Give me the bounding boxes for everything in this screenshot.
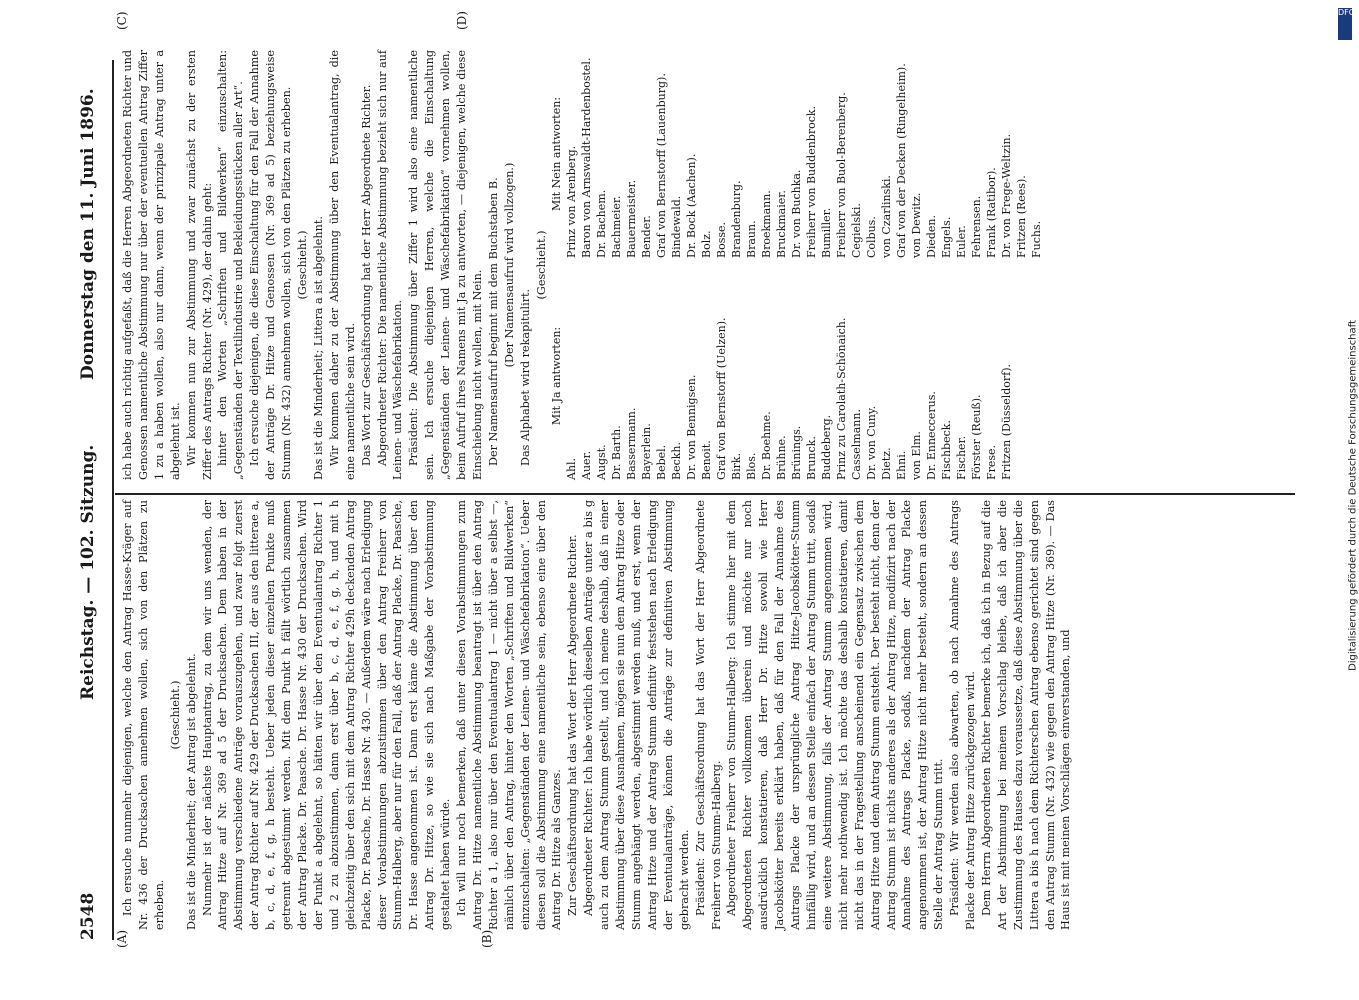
voter-name: Bosse. bbox=[715, 221, 729, 258]
voter-name: von Dewitz. bbox=[910, 192, 924, 258]
voter-name: Augst. bbox=[595, 444, 609, 480]
session-date: Donnerstag den 11. Juni 1896. bbox=[78, 88, 98, 380]
voter-name: Graf von Bernstorff (Lauenburg). bbox=[655, 73, 669, 258]
voter-name: Dr. von Bennigsen. bbox=[685, 374, 699, 480]
paragraph: Ich will nur noch bemerken, daß unter diesen Vorabstimmungen zum Antrag Dr. Hitze namentliche Abstimmung beantragt ist über den Antrag Richter a 1, also nur über den Eventualantrag 1 — nicht über a selbst —, nämlich über den Antrag, hinter den Worten „Schriften und Bildwerken“ einzuschalten: „Gegenständen der Leinen- und Wäschefabrikation“. Ueber diesen soll die Abstimmung eine namentliche sein, ebenso eine über den Antrag Dr. Hitze als Ganzes. bbox=[455, 500, 564, 930]
paragraph: Präsident: Die Abstimmung über Ziffer 1 wird also eine namentliche sein. Ich ersuche diejenigen Herren, welche die Einschaltung „Gegenständen der Leinen- und Wäschefabrikation“ vornehmen wollen, beim Aufruf ihres Namens mit Ja zu antworten, — diejenigen, welche diese Einschiebung nicht wollen, mit Nein. bbox=[407, 50, 484, 480]
voter-name: Blos. bbox=[745, 452, 759, 480]
header-rule bbox=[112, 60, 114, 940]
side-note bbox=[1335, 10, 1359, 990]
voter-name: Fehrensen. bbox=[970, 195, 984, 258]
voter-name: Dr. Boehme. bbox=[760, 411, 774, 480]
paragraph: Präsident: Wir werden also abwarten, ob nach Annahme des Antrags Placke der Antrag Hitze zurückgezogen wird. bbox=[948, 500, 978, 930]
page-header bbox=[78, 60, 108, 940]
left-column bbox=[120, 500, 1300, 930]
margin-marker-a: (A) bbox=[115, 929, 129, 948]
voter-name: Graf von der Decken (Ringelheim). bbox=[895, 63, 909, 258]
dfg-logo-text: DFG bbox=[1338, 8, 1355, 17]
voter-name: Bindewald. bbox=[670, 195, 684, 258]
no-heading: Mit Nein antworten: bbox=[550, 97, 564, 212]
paragraph: Wir kommen daher zu der Abstimmung über den Eventualantrag, die eine namentliche sein wird. bbox=[327, 50, 357, 480]
margin-marker-d: (D) bbox=[455, 11, 469, 30]
voter-name: Brünings. bbox=[790, 425, 804, 480]
voter-name: Casselmann. bbox=[850, 409, 864, 480]
column-divider bbox=[115, 493, 1295, 495]
margin-marker-b: (B) bbox=[480, 929, 494, 948]
voter-name: Braun. bbox=[745, 220, 759, 258]
voter-name: Fischbeck. bbox=[940, 420, 954, 480]
vote-lists bbox=[549, 50, 1044, 480]
voter-name: Broekmann. bbox=[760, 190, 774, 258]
margin-marker-c: (C) bbox=[115, 11, 129, 30]
voter-name: Dietz. bbox=[880, 447, 894, 480]
voter-name: Brandenburg. bbox=[730, 180, 744, 258]
voter-name: Brunck. bbox=[805, 436, 819, 480]
voter-name: Baron von Arnswaldt-Hardenbostel. bbox=[580, 57, 594, 258]
voter-name: von Elm. bbox=[910, 431, 924, 480]
voter-name: Frese. bbox=[985, 444, 999, 480]
voter-name: Dr. von Frege-Weltzin. bbox=[1000, 133, 1014, 258]
paragraph: (Geschieht.) bbox=[534, 230, 548, 300]
voter-name: Bassermann. bbox=[625, 407, 639, 480]
paragraph: Das ist die Minderheit; der Antrag ist abgelehnt. bbox=[184, 653, 198, 930]
voter-name: Birk. bbox=[730, 452, 744, 480]
paragraph: Präsident: Zur Geschäftsordnung hat das Wort der Herr Abgeordnete Freiherr von Stumm-Halberg. bbox=[693, 500, 723, 930]
voter-name: Beckh. bbox=[670, 441, 684, 480]
paragraph: Dem Herrn Abgeordneten Richter bemerke ich, daß ich in Bezug auf die Art der Abstimmung bei meinem Vorschlag bleibe, daß ich aber die Zustimmung des Hauses dazu voraussetze, daß diese Abstimmung über die Littera a bis h nach dem Richterschen Antrag ebenso gerichtet sind gegen den Antrag Stumm (Nr. 432) wie gegen den Antrag Hitze (Nr. 369). — Das Haus ist mit meinen Vorschlägen einverstanden, und bbox=[979, 500, 1073, 930]
paragraph: Abgeordneter Richter: Die namentliche Abstimmung bezieht sich nur auf Leinen- und Wäschefabrikation. bbox=[375, 50, 405, 480]
paragraph: Ich ersuche nunmehr diejenigen, welche den Antrag Hasse-Kräger auf Nr. 436 der Drucksachen annehmen wollen, sich von den Plätzen zu erheben. bbox=[121, 500, 166, 930]
page-number: 2548 bbox=[78, 892, 98, 940]
right-column bbox=[120, 50, 1300, 480]
voter-name: Fuchs. bbox=[1030, 220, 1044, 258]
voter-name: Freiherr von Buol-Berenberg. bbox=[835, 92, 849, 258]
voter-name: Bolz. bbox=[700, 230, 714, 258]
paragraph: Das ist die Minderheit; Littera a ist abgelehnt. bbox=[311, 216, 325, 480]
voter-name: Auer. bbox=[580, 450, 594, 480]
voter-name: Fritzen (Rees). bbox=[1015, 175, 1029, 258]
side-note-text: Digitalisierung gefördert durch die Deutsche Forschungsgemeinschaft bbox=[1347, 320, 1359, 671]
voter-name: Engels. bbox=[940, 216, 954, 258]
paragraph: (Geschieht.) bbox=[295, 230, 309, 300]
voter-name: Colbus. bbox=[865, 216, 879, 258]
paragraph: Ich ersuche diejenigen, die diese Einschaltung für den Fall der Annahme der Anträge Dr. Hitze und Genossen (Nr. 369 ad 5) beziehungsweise Stumm (Nr. 432) annehmen wollen, sich von den Plätzen zu erheben. bbox=[248, 50, 294, 480]
voter-name: Graf von Bernstorff (Uelzen). bbox=[715, 317, 729, 480]
voter-name: Buddeberg. bbox=[820, 414, 834, 480]
paragraph: hinter den Worten „Schriften und Bildwerken“ einzuschalten: „Gegenständen der Textilindustrie und Bekleidungsstücken aller Art“. bbox=[216, 50, 246, 480]
paragraph: Das Wort zur Geschäftsordnung hat der Herr Abgeordnete Richter. bbox=[359, 84, 373, 466]
voter-name: Brühne. bbox=[775, 435, 789, 480]
session-title: Reichstag. — 102. Sitzung. bbox=[78, 444, 98, 700]
yes-list bbox=[549, 272, 1044, 480]
voter-name: Förster (Reuß). bbox=[970, 394, 984, 480]
voter-name: Dr. Bachem. bbox=[595, 189, 609, 258]
voter-name: Bender. bbox=[640, 215, 654, 258]
paragraph: (Geschieht.) bbox=[168, 680, 182, 750]
voter-name: Ehni. bbox=[895, 450, 909, 480]
paragraph: (Der Namensaufruf wird vollzogen.) bbox=[502, 162, 516, 368]
voter-name: Prinz zu Carolath-Schönaich. bbox=[835, 317, 849, 480]
voter-name: Freiherr von Buddenbrock. bbox=[805, 105, 819, 258]
voter-name: Prinz von Arenberg. bbox=[565, 145, 579, 258]
voter-name: Bebel. bbox=[655, 444, 669, 480]
paragraph: Das Alphabet wird rekapitulirt. bbox=[518, 288, 532, 466]
voter-name: Frank (Ratibor). bbox=[985, 167, 999, 258]
voter-name: Bachmeier. bbox=[610, 195, 624, 258]
yes-heading: Mit Ja antworten: bbox=[550, 326, 564, 426]
no-list bbox=[549, 50, 1044, 258]
voter-name: Dr. Barth. bbox=[610, 425, 624, 480]
voter-name: Fischer. bbox=[955, 435, 969, 480]
voter-name: Cegielski. bbox=[850, 203, 864, 258]
paragraph: Nunmehr ist der nächste Hauptantrag, zu dem wir uns wenden, der Antrag Hitze auf Nr. 369 ad 5 der Drucksachen. Dem haben in der Abstimmung verschiedene Anträge vorauszugehen, und zwar folgt zuerst der Antrag Richter auf Nr. 429 der Drucksachen III, der aus den litterae a, b, c, d, e, f, g, h besteht. Ueber jeden dieser einzelnen Punkte muß getrennt abgestimmt werden. Mit dem Punkt h fällt wörtlich zusammen der Antrag Placke. Dr. Paasche. Dr. Hasse Nr. 430 der Drucksachen. Wird der Punkt a abgelehnt, so hätten wir über den Eventualantrag Richter 1 und 2 zu abzustimmen, dann erst über b, c, d, e, f, g, h, und mit h gleichzeitig über den sich mit dem Antrag Richter 429h deckenden Antrag Placke, Dr. Paasche, Dr. Hasse Nr. 430. — Außerdem wäre nach Erledigung dieser Vorabstimmungen abzustimmen über den Antrag Freiherr von Stumm-Halberg, aber nur für den Fall, daß der Antrag Placke, Dr. Paasche, Dr. Hasse angenommen ist. Dann erst käme die Abstimmung über den Antrag Dr. Hitze, so wie sie sich nach Maßgabe der Vorabstimmung gestaltet haben würde. bbox=[200, 500, 453, 930]
voter-name: Dr. Bock (Aachen). bbox=[685, 153, 699, 258]
paragraph: Wir kommen nun zur Abstimmung und zwar zunächst zu der ersten Ziffer des Antrags Richter (Nr. 429), der dahin geht: bbox=[184, 50, 214, 480]
voter-name: Dr. von Buchka. bbox=[790, 169, 804, 258]
voter-name: Dieden. bbox=[925, 215, 939, 258]
voter-name: Bauermeister. bbox=[625, 179, 639, 258]
paragraph: ich habe auch richtig aufgefaßt, daß die Herren Abgeordneten Richter und Genossen namentliche Abstimmung nur über der eventuellen Antrag Ziffer 1 zu a haben wollen, also nur dann, wenn der prinzipale Antrag unter a abgelehnt ist. bbox=[121, 50, 182, 480]
voter-name: Euler. bbox=[955, 225, 969, 258]
paragraph: Abgeordneter Freiherr von Stumm-Halberg: Ich stimme hier mit dem Abgeordneten Richter vollkommen überein und möchte nur noch ausdrücklich konstatieren, daß Herr Dr. Hitze sowohl wie Herr Jacobskötter bereits erklärt haben, daß für den Fall der Annahme des Antrags Placke der ursprüngliche Antrag Hitze-Jacobskötter-Stumm hinfällig wird, und an dessen Stelle einfach der Antrag Stumm tritt, sodaß eine weitere Abstimmung, falls der Antrag Stumm angenommen wird, nicht mehr nothwendig ist. Ich möchte das deshalb konstatieren, damit nicht das in der Fragestellung anscheinend ein Gegensatz zwischen dem Antrag Hitze und dem Antrag Stumm entsteht. Der besteht nicht, denn der Antrag Stumm ist nichts anderes als der Antrag Hitze, modifizirt nach der Annahme des Antrags Placke, sodaß, nachdem der Antrag Placke angenommen ist, der Antrag Hitze nicht mehr besteht, sondern an dessen Stelle der Antrag Stumm tritt. bbox=[725, 500, 946, 930]
voter-name: Bruckmaier. bbox=[775, 190, 789, 258]
voter-name: Fritzen (Düsseldorf). bbox=[1000, 363, 1014, 480]
no-names bbox=[564, 50, 1044, 258]
voter-name: Dr. von Cuny. bbox=[865, 405, 879, 480]
voter-name: Ahl. bbox=[565, 457, 579, 480]
voter-name: Dr. Enneccerus. bbox=[925, 391, 939, 480]
voter-name: von Czarlinski. bbox=[880, 175, 894, 258]
paragraph: Abgeordneter Richter: Ich habe wörtlich dieselben Anträge unter a bis g auch zu dem Antrag Stumm gestellt, und ich meine deshalb, daß in einer Abstimmung über diese Ausnahmen, mögen sie nun dem Antrag Hitze oder Stumm angehängt werden, abgestimmt werden muß, und erst, wenn der Antrag Hitze und der Antrag Stumm definitiv feststehen nach Erledigung der Eventualanträge, können die Anträge zur definitiven Abstimmung gebracht werden. bbox=[582, 500, 691, 930]
voter-name: Bumiller. bbox=[820, 207, 834, 258]
paragraph: Der Namensaufruf beginnt mit dem Buchstaben B. bbox=[486, 177, 500, 466]
paragraph: Zur Geschäftsordnung hat das Wort der Herr Abgeordnete Richter. bbox=[566, 534, 580, 916]
voter-name: Bayerlein. bbox=[640, 423, 654, 480]
yes-names bbox=[564, 272, 1014, 480]
voter-name: Benoit. bbox=[700, 440, 714, 480]
